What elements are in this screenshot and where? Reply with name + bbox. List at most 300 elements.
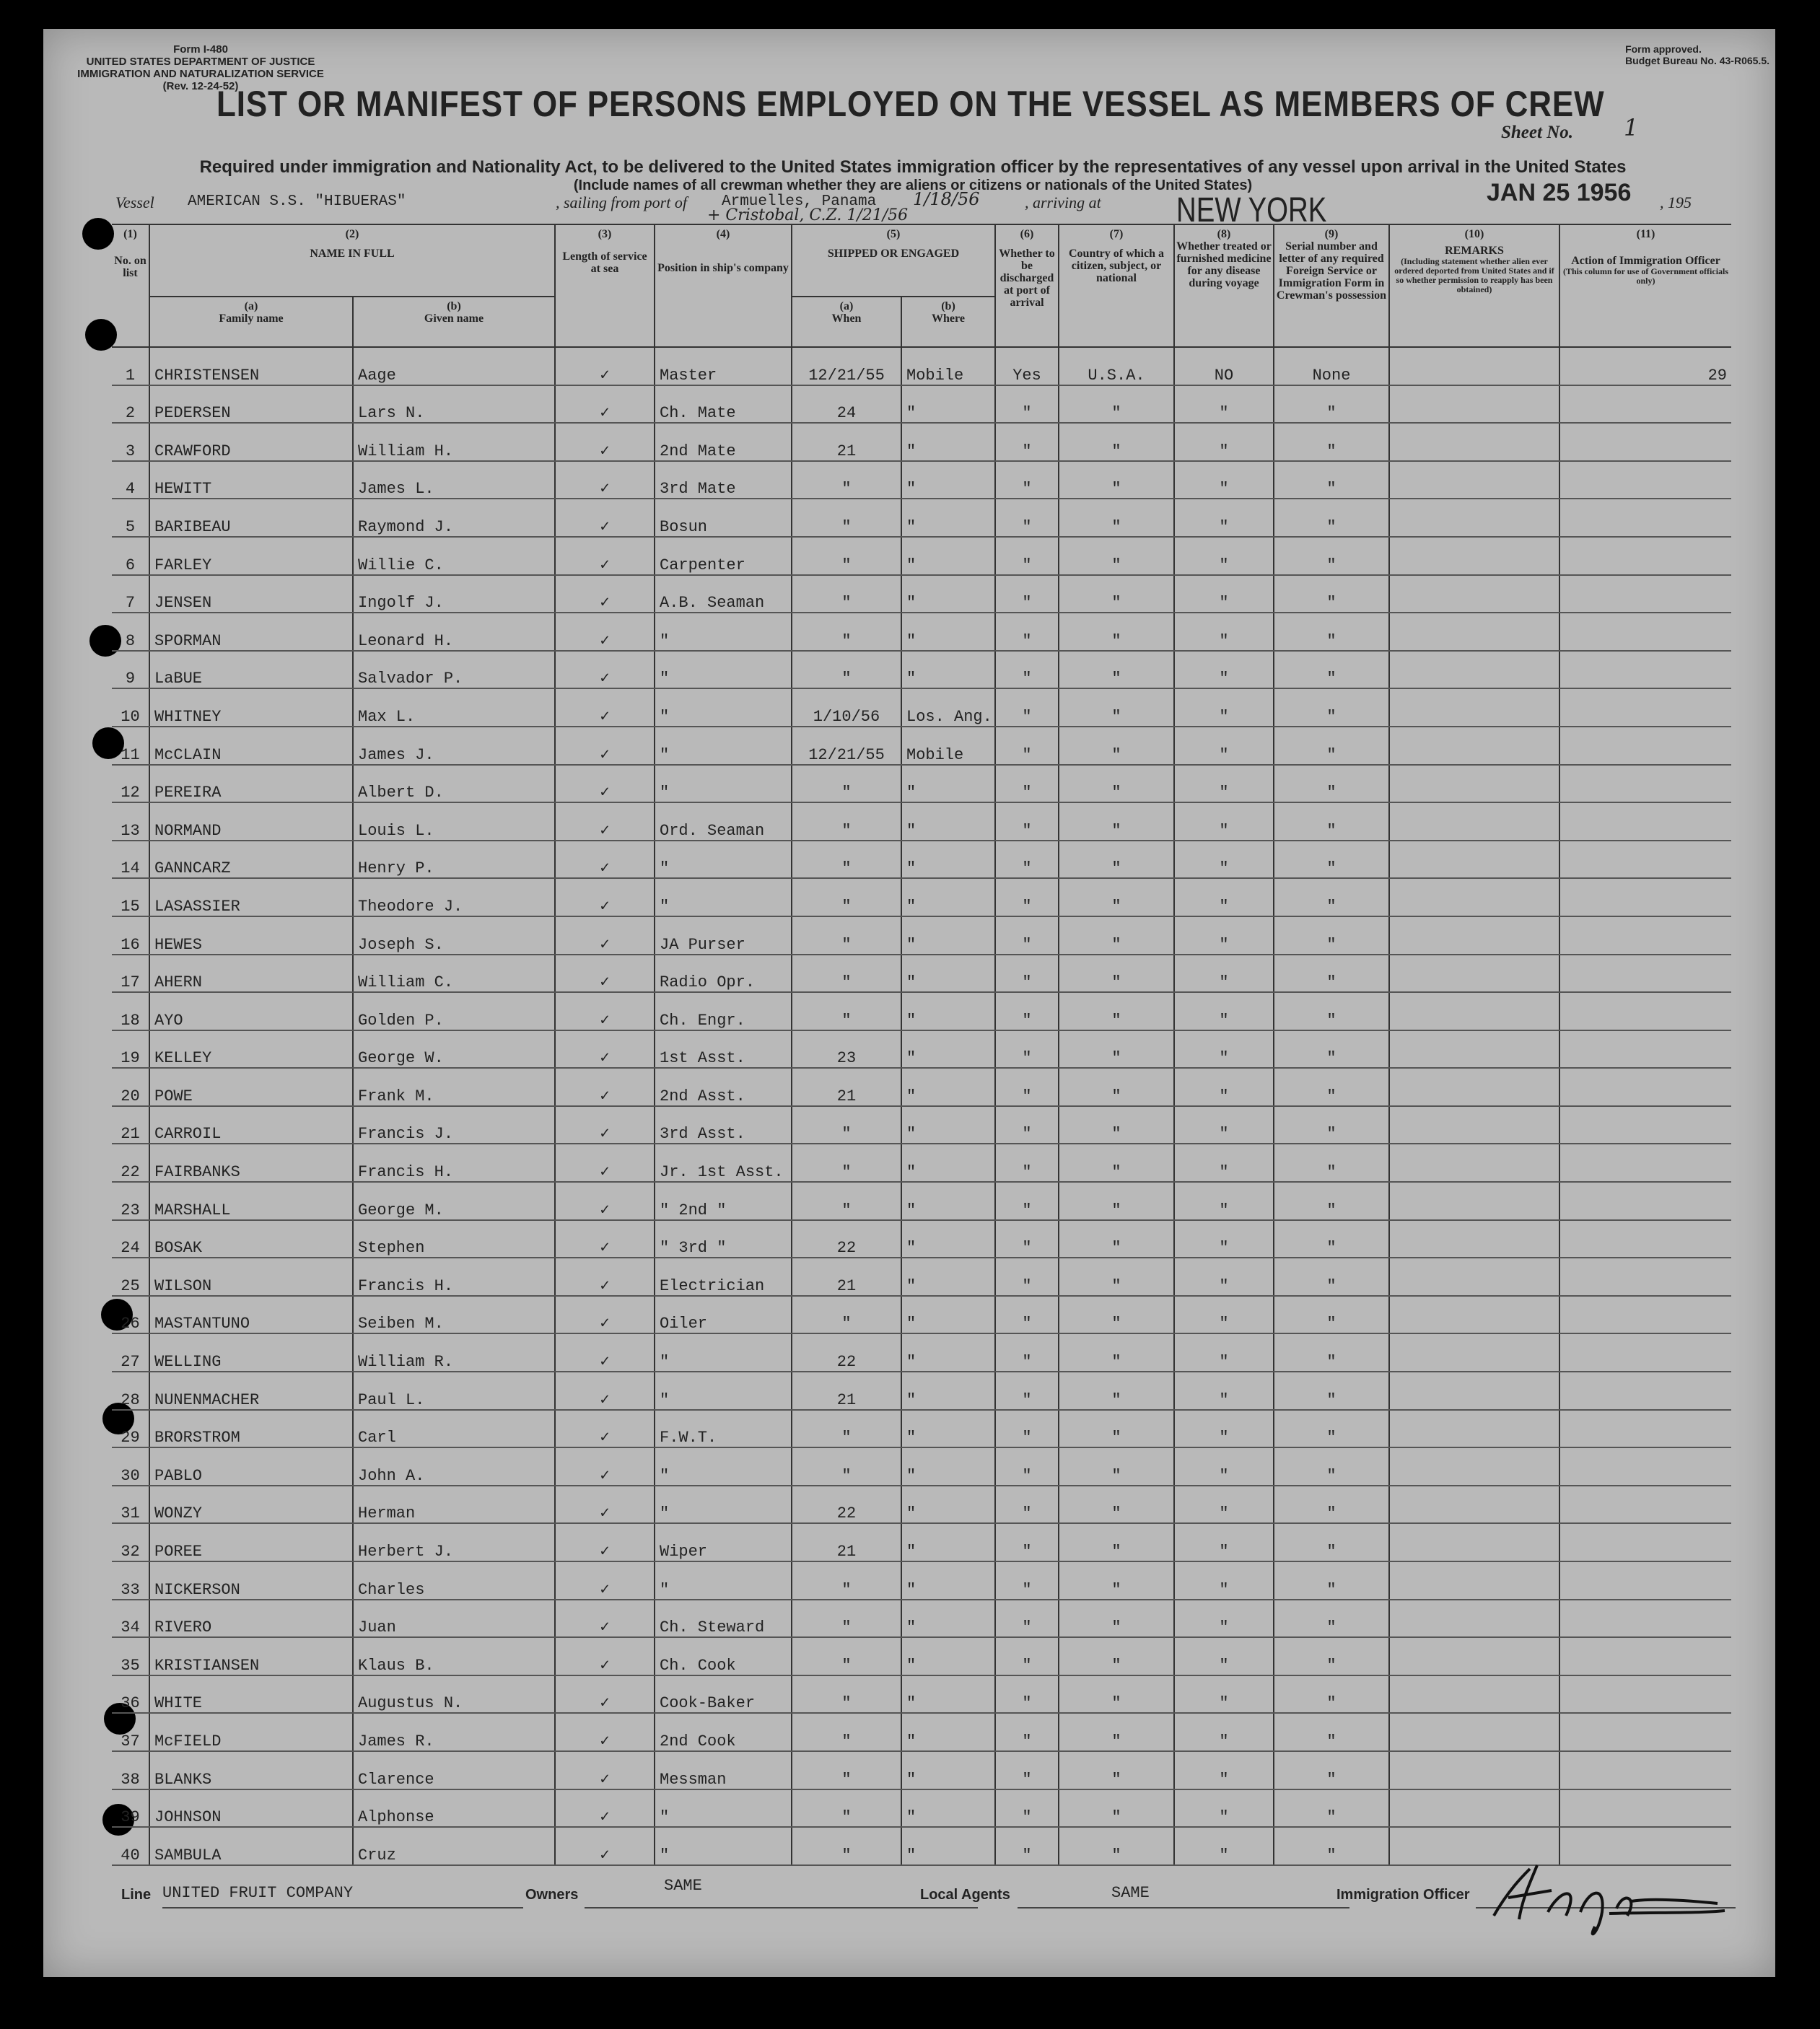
form-revision: (Rev. 12-24-52): [162, 80, 239, 92]
shipped-when: ": [792, 992, 901, 1030]
crew-table: [112, 224, 1731, 1866]
given-name: Francis J.: [353, 1106, 555, 1144]
serial: ": [1274, 1486, 1389, 1524]
treated: ": [1174, 423, 1274, 461]
service-check: ✓: [555, 1600, 655, 1638]
service-check: ✓: [555, 1258, 655, 1296]
serial: ": [1274, 727, 1389, 765]
discharged: ": [995, 1637, 1059, 1675]
page-title: LIST OR MANIFEST OF PERSONS EMPLOYED ON THE VESSEL AS MEMBERS OF CREW: [216, 84, 1605, 124]
service-check: ✓: [555, 802, 655, 841]
service-check: ✓: [555, 1523, 655, 1561]
country: ": [1059, 651, 1174, 689]
serial: ": [1274, 461, 1389, 499]
officer-action: [1559, 802, 1731, 841]
family-name: WHITNEY: [149, 688, 353, 727]
position: Electrician: [655, 1258, 792, 1296]
shipped-where: ": [901, 1220, 995, 1258]
service-check: ✓: [555, 537, 655, 575]
family-name: HEWES: [149, 916, 353, 955]
vessel-label: Vessel: [115, 193, 154, 211]
discharged: ": [995, 1372, 1059, 1410]
shipped-where: ": [901, 1372, 995, 1410]
position: ": [655, 878, 792, 916]
country: ": [1059, 537, 1174, 575]
table-row: [112, 1106, 1731, 1144]
serial: ": [1274, 1675, 1389, 1714]
immigration-officer-label: Immigration Officer: [1336, 1887, 1470, 1903]
serial: ": [1274, 916, 1389, 955]
service-check: ✓: [555, 727, 655, 765]
position: Radio Opr.: [655, 955, 792, 993]
remarks: [1389, 1600, 1559, 1638]
country: ": [1059, 1030, 1174, 1069]
shipped-when: 21: [792, 423, 901, 461]
serial: ": [1274, 1523, 1389, 1561]
service-check: ✓: [555, 1751, 655, 1789]
row-number: 19: [112, 1030, 149, 1069]
form-number: Form I-480: [173, 43, 228, 56]
remarks: [1389, 537, 1559, 575]
family-name: AHERN: [149, 955, 353, 993]
officer-action: [1559, 1144, 1731, 1182]
row-number: 20: [112, 1068, 149, 1106]
shipped-when: ": [792, 613, 901, 651]
row-number: 32: [112, 1523, 149, 1561]
treated: ": [1174, 461, 1274, 499]
family-name: JOHNSON: [149, 1789, 353, 1828]
local-agents-label: Local Agents: [920, 1887, 1010, 1903]
shipped-when: ": [792, 1106, 901, 1144]
table-row: [112, 1637, 1731, 1675]
position: Oiler: [655, 1296, 792, 1334]
position: Ch. Engr.: [655, 992, 792, 1030]
shipped-where: ": [901, 613, 995, 651]
remarks: [1389, 992, 1559, 1030]
table-row: [112, 1523, 1731, 1561]
shipped-where: ": [901, 385, 995, 424]
officer-action: [1559, 1523, 1731, 1561]
serial: ": [1274, 1751, 1389, 1789]
given-name: Klaus B.: [353, 1637, 555, 1675]
treated: ": [1174, 1713, 1274, 1751]
row-number: 10: [112, 688, 149, 727]
position: Cook-Baker: [655, 1675, 792, 1714]
service-check: ✓: [555, 1789, 655, 1828]
family-name: JENSEN: [149, 575, 353, 613]
table-row: [112, 423, 1731, 461]
remarks: [1389, 423, 1559, 461]
sailing-date-handwritten: 1/18/56: [913, 189, 980, 209]
discharged: ": [995, 1106, 1059, 1144]
owners-underline: [585, 1907, 978, 1909]
table-row: [112, 1600, 1731, 1638]
table-row: [112, 1220, 1731, 1258]
given-name: William R.: [353, 1333, 555, 1372]
row-number: 16: [112, 916, 149, 955]
remarks: [1389, 1675, 1559, 1714]
remarks: [1389, 727, 1559, 765]
serial: ": [1274, 1030, 1389, 1069]
service-check: ✓: [555, 613, 655, 651]
shipped-where: ": [901, 916, 995, 955]
discharged: ": [995, 1561, 1059, 1600]
treated: ": [1174, 651, 1274, 689]
row-number: 25: [112, 1258, 149, 1296]
table-row: [112, 1713, 1731, 1751]
officer-action: [1559, 613, 1731, 651]
family-name: McCLAIN: [149, 727, 353, 765]
family-name: WHITE: [149, 1675, 353, 1714]
serial: ": [1274, 575, 1389, 613]
row-number: 40: [112, 1827, 149, 1865]
family-name: PEREIRA: [149, 765, 353, 803]
shipped-when: 23: [792, 1030, 901, 1069]
col-service-header: (3) Length of service at sea: [555, 224, 655, 347]
vessel-name: AMERICAN S.S. "HIBUERAS": [188, 193, 406, 210]
row-number: 39: [112, 1789, 149, 1828]
table-row: [112, 1447, 1731, 1486]
table-row: [112, 385, 1731, 424]
given-name: Golden P.: [353, 992, 555, 1030]
shipped-when: 21: [792, 1258, 901, 1296]
line-label: Line: [121, 1887, 152, 1903]
table-row: [112, 1030, 1731, 1069]
given-name: Henry P.: [353, 841, 555, 879]
shipped-where: ": [901, 1447, 995, 1486]
shipped-when: ": [792, 878, 901, 916]
officer-action: [1559, 461, 1731, 499]
service-check: ✓: [555, 423, 655, 461]
position: ": [655, 1561, 792, 1600]
remarks: [1389, 385, 1559, 424]
row-number: 15: [112, 878, 149, 916]
serial: ": [1274, 537, 1389, 575]
remarks: [1389, 1106, 1559, 1144]
officer-action: [1559, 916, 1731, 955]
officer-action: [1559, 1372, 1731, 1410]
shipped-when: ": [792, 1713, 901, 1751]
discharged: ": [995, 1600, 1059, 1638]
treated: ": [1174, 1144, 1274, 1182]
family-name: AYO: [149, 992, 353, 1030]
family-name: BLANKS: [149, 1751, 353, 1789]
serial: ": [1274, 1637, 1389, 1675]
position: " 3rd ": [655, 1220, 792, 1258]
row-number: 14: [112, 841, 149, 879]
country: ": [1059, 1600, 1174, 1638]
shipped-when: 21: [792, 1068, 901, 1106]
given-name: Carl: [353, 1410, 555, 1448]
family-name: CARROIL: [149, 1106, 353, 1144]
given-name: Herman: [353, 1486, 555, 1524]
table-row: [112, 1561, 1731, 1600]
given-name: Francis H.: [353, 1144, 555, 1182]
shipped-where: ": [901, 499, 995, 537]
row-number: 4: [112, 461, 149, 499]
position: 1st Asst.: [655, 1030, 792, 1069]
given-name: Joseph S.: [353, 916, 555, 955]
officer-action: 29: [1559, 347, 1731, 385]
given-name: Frank M.: [353, 1068, 555, 1106]
shipped-when: ": [792, 1789, 901, 1828]
country: ": [1059, 1220, 1174, 1258]
service-check: ✓: [555, 1220, 655, 1258]
serial: ": [1274, 955, 1389, 993]
family-name: KELLEY: [149, 1030, 353, 1069]
discharged: ": [995, 1713, 1059, 1751]
officer-action: [1559, 878, 1731, 916]
local-agents-value: SAME: [1111, 1884, 1150, 1902]
remarks: [1389, 1561, 1559, 1600]
table-row: [112, 1296, 1731, 1334]
table-row: [112, 1182, 1731, 1220]
treated: ": [1174, 955, 1274, 993]
family-name: MARSHALL: [149, 1182, 353, 1220]
serial: ": [1274, 688, 1389, 727]
family-name: PABLO: [149, 1447, 353, 1486]
remarks: [1389, 916, 1559, 955]
col-family-name-header: (a) Family name: [149, 297, 353, 347]
treated: ": [1174, 765, 1274, 803]
country: ": [1059, 385, 1174, 424]
service-check: ✓: [555, 688, 655, 727]
family-name: RIVERO: [149, 1600, 353, 1638]
officer-action: [1559, 1410, 1731, 1448]
treated: ": [1174, 1447, 1274, 1486]
remarks: [1389, 1637, 1559, 1675]
service-check: ✓: [555, 841, 655, 879]
remarks: [1389, 1296, 1559, 1334]
shipped-when: ": [792, 916, 901, 955]
row-number: 3: [112, 423, 149, 461]
service-check: ✓: [555, 765, 655, 803]
given-name: George W.: [353, 1030, 555, 1069]
remarks: [1389, 1220, 1559, 1258]
treated: NO: [1174, 347, 1274, 385]
treated: ": [1174, 1675, 1274, 1714]
officer-action: [1559, 992, 1731, 1030]
given-name: Juan: [353, 1600, 555, 1638]
row-number: 34: [112, 1600, 149, 1638]
row-number: 2: [112, 385, 149, 424]
serial: ": [1274, 841, 1389, 879]
col-serial-header: (9) Serial number and letter of any required Foreign Service or Immigration Form in Crewman's possession: [1274, 224, 1389, 347]
row-number: 12: [112, 765, 149, 803]
country: ": [1059, 575, 1174, 613]
treated: ": [1174, 613, 1274, 651]
row-number: 27: [112, 1333, 149, 1372]
treated: ": [1174, 1372, 1274, 1410]
treated: ": [1174, 688, 1274, 727]
position: Master: [655, 347, 792, 385]
service-check: ✓: [555, 1827, 655, 1865]
shipped-where: ": [901, 1258, 995, 1296]
country: ": [1059, 461, 1174, 499]
country: ": [1059, 1827, 1174, 1865]
position: ": [655, 765, 792, 803]
discharged: Yes: [995, 347, 1059, 385]
position: Ch. Mate: [655, 385, 792, 424]
col-treated-header: (8) Whether treated or furnished medicine for any disease during voyage: [1174, 224, 1274, 347]
treated: ": [1174, 992, 1274, 1030]
budget-bureau-number: Budget Bureau No. 43-R065.5.: [1625, 55, 1769, 66]
remarks: [1389, 1258, 1559, 1296]
row-number: 37: [112, 1713, 149, 1751]
remarks: [1389, 1713, 1559, 1751]
serial: ": [1274, 499, 1389, 537]
treated: ": [1174, 1220, 1274, 1258]
serial: ": [1274, 992, 1389, 1030]
service-check: ✓: [555, 1637, 655, 1675]
shipped-when: 21: [792, 1372, 901, 1410]
service-check: ✓: [555, 1106, 655, 1144]
treated: ": [1174, 1296, 1274, 1334]
service-check: ✓: [555, 1333, 655, 1372]
table-row: [112, 613, 1731, 651]
remarks: [1389, 575, 1559, 613]
family-name: McFIELD: [149, 1713, 353, 1751]
shipped-when: ": [792, 1751, 901, 1789]
position: ": [655, 1827, 792, 1865]
country: ": [1059, 916, 1174, 955]
family-name: PEDERSEN: [149, 385, 353, 424]
shipped-where: ": [901, 1751, 995, 1789]
service-check: ✓: [555, 878, 655, 916]
position: Wiper: [655, 1523, 792, 1561]
agents-underline: [1018, 1907, 1349, 1909]
sailing-port: Armuelles, Panama: [722, 193, 877, 210]
shipped-where: ": [901, 955, 995, 993]
service-name: IMMIGRATION AND NATURALIZATION SERVICE: [77, 68, 324, 80]
shipped-when: ": [792, 499, 901, 537]
officer-action: [1559, 537, 1731, 575]
row-number: 35: [112, 1637, 149, 1675]
col-country-header: (7) Country of which a citizen, subject, or national: [1059, 224, 1174, 347]
country: ": [1059, 955, 1174, 993]
country: ": [1059, 1372, 1174, 1410]
remarks: [1389, 1447, 1559, 1486]
serial: ": [1274, 1182, 1389, 1220]
row-number: 9: [112, 651, 149, 689]
col-shipped-header: (5) SHIPPED OR ENGAGED: [792, 224, 995, 297]
row-number: 17: [112, 955, 149, 993]
table-row: [112, 461, 1731, 499]
serial: ": [1274, 878, 1389, 916]
table-row: [112, 955, 1731, 993]
family-name: WILSON: [149, 1258, 353, 1296]
shipped-when: 22: [792, 1333, 901, 1372]
shipped-when: ": [792, 841, 901, 879]
family-name: POWE: [149, 1068, 353, 1106]
shipped-when: ": [792, 765, 901, 803]
treated: ": [1174, 1600, 1274, 1638]
serial: ": [1274, 1144, 1389, 1182]
family-name: SPORMAN: [149, 613, 353, 651]
shipped-where: ": [901, 765, 995, 803]
given-name: Augustus N.: [353, 1675, 555, 1714]
country: ": [1059, 613, 1174, 651]
shipped-when: ": [792, 1410, 901, 1448]
position: ": [655, 1447, 792, 1486]
remarks: [1389, 499, 1559, 537]
line-underline: [162, 1907, 523, 1909]
sailing-port-handwritten: + Cristobal, C.Z. 1/21/56: [707, 206, 909, 224]
country: ": [1059, 499, 1174, 537]
shipped-where: ": [901, 802, 995, 841]
approval-text: Form approved.: [1625, 43, 1702, 55]
discharged: ": [995, 1751, 1059, 1789]
row-number: 33: [112, 1561, 149, 1600]
discharged: ": [995, 537, 1059, 575]
shipped-when: ": [792, 1182, 901, 1220]
officer-action: [1559, 651, 1731, 689]
service-check: ✓: [555, 385, 655, 424]
given-name: George M.: [353, 1182, 555, 1220]
serial: ": [1274, 651, 1389, 689]
shipped-where: ": [901, 1827, 995, 1865]
given-name: Max L.: [353, 688, 555, 727]
service-check: ✓: [555, 1447, 655, 1486]
table-row: [112, 1333, 1731, 1372]
service-check: ✓: [555, 916, 655, 955]
table-row: [112, 802, 1731, 841]
serial: ": [1274, 1372, 1389, 1410]
service-check: ✓: [555, 1561, 655, 1600]
col-name-header: (2) NAME IN FULL: [149, 224, 555, 297]
date-stamp: JAN 25 1956: [1487, 179, 1632, 206]
serial: ": [1274, 1789, 1389, 1828]
shipped-where: ": [901, 1789, 995, 1828]
position: Messman: [655, 1751, 792, 1789]
serial: ": [1274, 1561, 1389, 1600]
remarks: [1389, 1751, 1559, 1789]
officer-action: [1559, 955, 1731, 993]
shipped-when: ": [792, 537, 901, 575]
discharged: ": [995, 802, 1059, 841]
discharged: ": [995, 499, 1059, 537]
row-number: 23: [112, 1182, 149, 1220]
treated: ": [1174, 1827, 1274, 1865]
discharged: ": [995, 1333, 1059, 1372]
serial: ": [1274, 1296, 1389, 1334]
serial: ": [1274, 423, 1389, 461]
shipped-where: ": [901, 1675, 995, 1714]
subtitle-note: (Include names of all crewman whether they are aliens or citizens or nationals of the United States): [573, 178, 1253, 193]
punch-hole: [82, 218, 114, 250]
given-name: Salvador P.: [353, 651, 555, 689]
service-check: ✓: [555, 651, 655, 689]
table-row: [112, 992, 1731, 1030]
officer-action: [1559, 385, 1731, 424]
treated: ": [1174, 1258, 1274, 1296]
table-row: [112, 1068, 1731, 1106]
country: ": [1059, 1296, 1174, 1334]
shipped-where: ": [901, 1637, 995, 1675]
country: ": [1059, 688, 1174, 727]
given-name: Herbert J.: [353, 1523, 555, 1561]
row-number: 6: [112, 537, 149, 575]
service-check: ✓: [555, 1372, 655, 1410]
country: ": [1059, 1751, 1174, 1789]
discharged: ": [995, 992, 1059, 1030]
shipped-when: ": [792, 1296, 901, 1334]
discharged: ": [995, 1447, 1059, 1486]
service-check: ✓: [555, 1030, 655, 1069]
remarks: [1389, 461, 1559, 499]
treated: ": [1174, 1410, 1274, 1448]
family-name: WELLING: [149, 1333, 353, 1372]
